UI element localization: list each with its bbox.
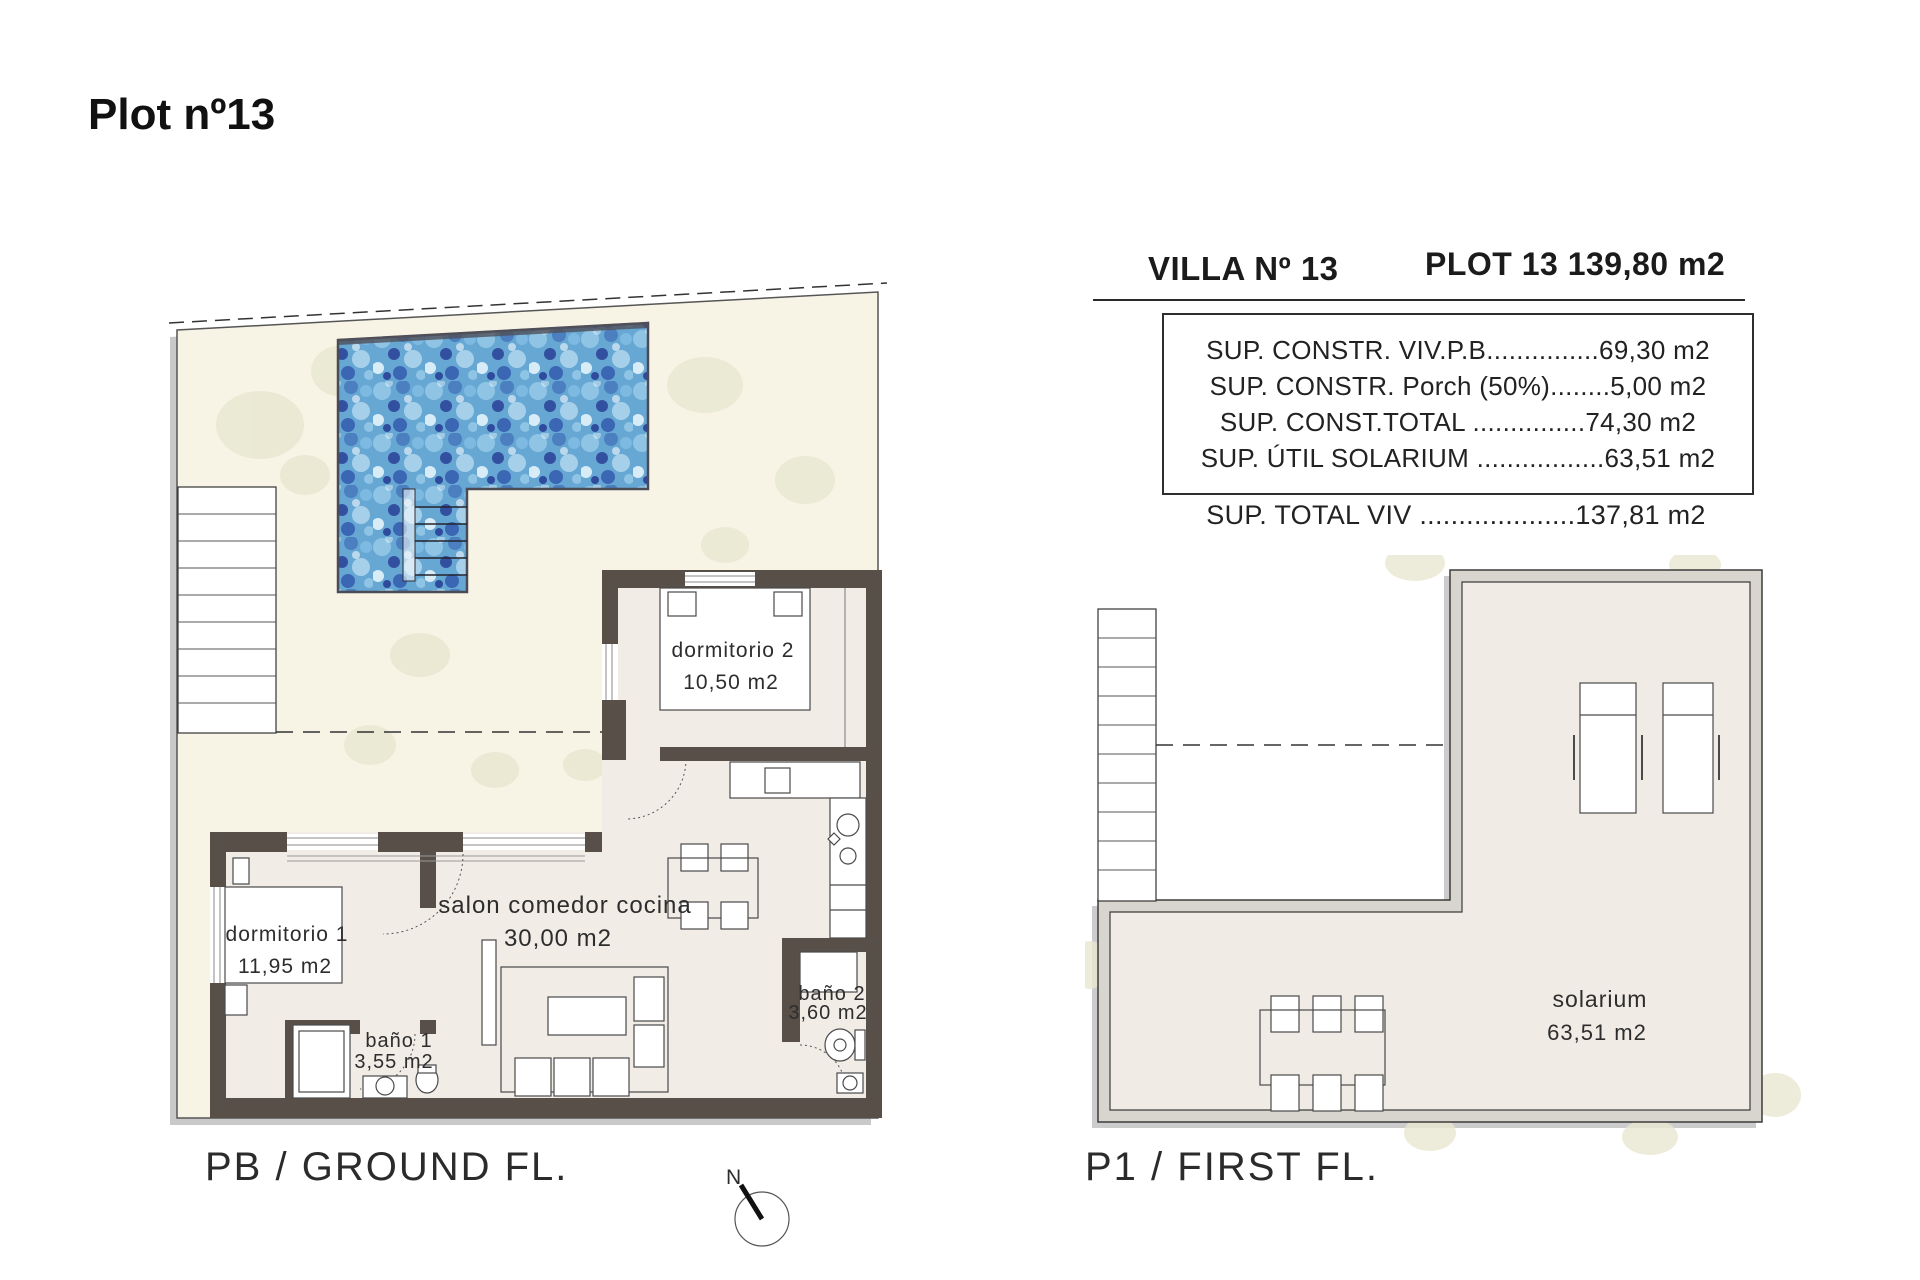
room-label-solarium: solarium bbox=[1552, 986, 1648, 1012]
stove-burner bbox=[837, 814, 859, 836]
summary-total-row: SUP. TOTAL VIV ....................137,81 m2 bbox=[1206, 500, 1706, 530]
stove-burner bbox=[840, 848, 856, 864]
surface-summary-table bbox=[1162, 313, 1754, 495]
room-label-salon: salon comedor cocina bbox=[438, 892, 692, 919]
room-area-bano1: 3,55 m2 bbox=[354, 1051, 434, 1073]
heading-rule bbox=[1093, 299, 1745, 301]
summary-row: SUP. CONSTR. VIV.P.B...............69,30 m2 bbox=[1206, 335, 1710, 365]
first-floor-label: P1 / FIRST FL. bbox=[1085, 1145, 1379, 1189]
compass-north-label: N bbox=[726, 1166, 742, 1189]
room-area-dormitorio1: 11,95 m2 bbox=[238, 955, 332, 978]
first-floor-staircase bbox=[1098, 609, 1156, 901]
villa-heading: VILLA Nº 13 bbox=[1148, 250, 1339, 287]
summary-row: SUP. CONST.TOTAL ...............74,30 m2 bbox=[1219, 407, 1697, 437]
plot-heading: PLOT 13 139,80 m2 bbox=[1425, 246, 1726, 282]
room-label-bano2: baño 2 bbox=[798, 983, 866, 1005]
first-floor-plan bbox=[1085, 555, 1815, 1165]
north-compass-icon bbox=[712, 1162, 822, 1277]
ground-floor-plan bbox=[165, 225, 895, 1125]
room-label-dormitorio1: dormitorio 1 bbox=[225, 923, 349, 946]
room-label-bano1: baño 1 bbox=[365, 1030, 433, 1052]
summary-row: SUP. CONSTR. Porch (50%)........5,00 m2 bbox=[1209, 371, 1707, 401]
room-area-solarium: 63,51 m2 bbox=[1547, 1020, 1647, 1045]
page-title: Plot nº13 bbox=[88, 90, 276, 139]
ground-floor-label: PB / GROUND FL. bbox=[205, 1145, 569, 1189]
room-area-salon: 30,00 m2 bbox=[503, 925, 613, 952]
solarium-floor bbox=[1110, 582, 1750, 1110]
room-area-dormitorio2: 10,50 m2 bbox=[683, 671, 779, 694]
pool-step-notch bbox=[403, 489, 415, 581]
room-label-dormitorio2: dormitorio 2 bbox=[671, 639, 795, 662]
room-area-bano2: 3,60 m2 bbox=[788, 1002, 868, 1024]
garden-staircase bbox=[178, 487, 276, 733]
summary-row: SUP. ÚTIL SOLARIUM .................63,51 m2 bbox=[1200, 443, 1716, 473]
